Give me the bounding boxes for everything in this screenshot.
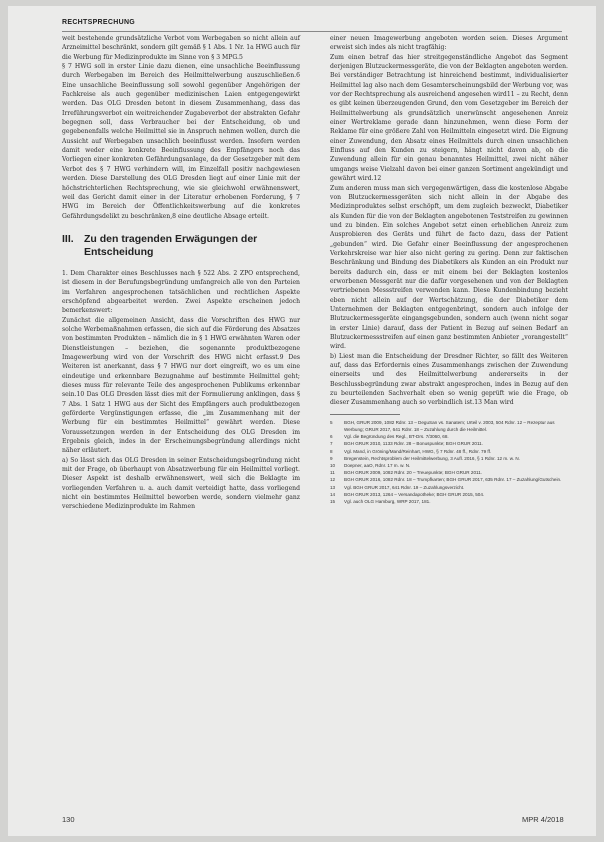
- footnote-text: BGH, GRUR 2009, 1082 Rdnr. 13 – DeguSan vs. Sanatem; Urteil v. 2003, 504 Rdnr. 12 – Rezeptur aus Werbung; GRUR 2017, 641 Rdnr. 18 – Zuzahlung durch die Heilmittel.: [344, 419, 555, 432]
- journal-issue: MPR 4/2018: [522, 815, 564, 824]
- footnote-text: BGH GRUR 2016, 1082 Rdnr. 18 – Trumpfkarten; BGH GRUR 2017, 635 Rdnr. 17 – Zuzahlung/Gutschein.: [344, 477, 562, 483]
- paragraph: a) So lässt sich das OLG Dresden in seiner Entscheidungsbegründung nicht mit der Frage, ob überhaupt von Absatzwerbung für ein Heilmittel vorliegt. Dieser Aspekt ist deshalb erwähnenswert, weil sich die Beklagte im vorliegenden Verfahren u. a. auch damit verteidigt hatte, dass vorliegend nicht ein bestimmtes Heilmittel beworben werde, sondern vielmehr ganz verschiedene Medizinprodukte im Rahmen: [62, 456, 300, 511]
- footnote-number: 8: [330, 448, 333, 454]
- footnote: [330, 498, 568, 505]
- page-number: 130: [62, 815, 75, 824]
- footnote-number: 13: [330, 484, 336, 490]
- right-column: [330, 34, 568, 505]
- footnote: [330, 491, 568, 498]
- footnote-number: 6: [330, 434, 333, 440]
- footnote-number: 9: [330, 455, 333, 461]
- footnote: [330, 462, 568, 469]
- footnote-text: BGH GRUR 2010, 1133 Rdnr. 28 – Bonuspunkte; BGH GRUR 2011.: [344, 441, 483, 447]
- footnote-text: Vgl. die Begründung des Regl., BT-Drs. 7/3060, 68.: [344, 434, 449, 440]
- footnotes-list: [330, 419, 568, 505]
- footnote: [330, 440, 568, 447]
- paragraph: Zum einen betraf das hier streitgegenständliche Angebot das Segment derjenigen Blutzuckermessgeräte, die von der Beklagten angeboten werden. Bei verständiger Betrachtung ist hinreichend bestimmt, individualisierter Heilmittel lag also nach dem Gesamterscheinungsbild der Werbung vor, was vor der Rechtsprechung als ausreichend angesehen wird11 – zu Recht, denn es gibt keinen überzeugenden Grund, den vom Gesetzgeber im Bereich der Heilmittelwerbung als grundsätzlich unerwünscht angesehenen Anreiz einer Wertreklame gerade dann hinzunehmen, wenn diese Form der Reklame für eine größere Zahl von Heilmitteln eingesetzt wird. Die Eignung einer Zuwendung, den Absatz eines Heilmittels durch einen unsachlichen Einfluss auf den Kunden zu steigern, hängt nicht davon ab, ob die Zuwendung allein für ein genau benanntes Heilmittel, zwei nicht näher umgangs weise Vielzahl davon bei einer ganzen Sortiment angekündigt und gewährt wird.12: [330, 53, 568, 183]
- footnote-text: Vgl. auch OLG Hamburg, WRP 2017, 181.: [344, 498, 431, 504]
- footnote-number: 10: [330, 462, 336, 468]
- paragraph: einer neuen Imagewerbung angeboten worden seien. Dieses Argument erweist sich indes als nicht tragfähig:: [330, 35, 568, 52]
- footnote: [330, 448, 568, 455]
- footnote: [330, 455, 568, 462]
- footnote-number: 15: [330, 498, 336, 504]
- footnote: [330, 469, 568, 476]
- paragraph: Zum anderen muss man sich vergegenwärtigen, dass die kostenlose Abgabe von Blutzuckermessgeräten sich nicht allein in der Abgabe des Medizinproduktes selbst erschöpft, um dem zugleich bezweckt, Diabetiker als Kunden für die von der Beklagten angebotenen Teststreifen zu gewinnen und zu binden. Ein solches Angebot setzt einen erheblichen Anreiz zum Ausprobieren des Geräts und führt de facto dazu, dass der Patient „gebunden“ wird. Die Gefahr einer Beeinflussung der angesprochenen Verkehrskreise war hier also nicht gering zu gering. Denn zur faktischen Beschränkung und Bindung des Diabetikers als Kunden an ein Produkt nur bereits dadurch ein, dass er mit einem bei der Beklagten kostenlos erworbenen Messgerät nur die dafür vorgesehenen und von der Beklagten vertriebenen Messstreifen verwenden kann. Diese Kundenbindung bezieht eben nicht allein auf der Wertschätzung, die der Diabetiker dem Unternehmen der Beklagten entgegenbringt, sondern auch infolge der Blutzuckermessgeräte eingangsgebunden, sondern auch (wenn nicht sogar in erster Linie) darauf, dass der Patient in Bezug auf seinen Bedarf an Blutzuckermessstreifen auf einen ganz bestimmten Anbieter „vorangestellt“ wird.: [330, 184, 568, 351]
- footnote-text: BGH GRUR 2013, 1264 – Versandapotheke; BGH GRUR 2015, 504.: [344, 491, 485, 497]
- journal-page: [8, 6, 596, 836]
- footnote-number: 7: [330, 441, 333, 447]
- section-heading: [62, 233, 300, 259]
- footnote-rule: [330, 414, 400, 415]
- section-label: RECHTSPRECHUNG: [62, 19, 136, 26]
- footnote-text: Bregenstein, Rechtsproblem der Heilmittelwerbung, 3 Aufl. 2016, § 1 Rdnr. 12 m. w. N.: [344, 455, 520, 461]
- paragraph: Zunächst die allgemeinen Ansicht, dass die Vorschriften des HWG nur solche Werbemaßnahmen erfassen, die sich auf die Förderung des Absatzes von bestimmten Produkten – nämlich die in § 1 HWG erwähnten Waren oder Dienstleistungen – beziehen, die sogenannte produktbezogene Imagewerbung wird von der Vorschrift des HWG nicht erfasst.9 Des Weiteren ist anerkannt, dass § 7 HWG nur dort eingreift, wo es um eine eindeutige und erkennbare Bezugnahme auf bestimmte Heilmittel geht; dieses muss für relevante Teile des angesprochenen Publikums erkennbar sein.10 Das OLG Dresden lässt dies mit der Formulierung anklingen, dass § 7 Abs. 1 Satz 1 HWG aus der Sicht des Empfängers auch produktbezogen geförderte Vergünstigungen erfasse, die „im Zusammenhang mit der Werbung für ein bestimmtes Heilmittel“ gewährt werden. Diese Voraussetzungen werden in der Entscheidung des OLG Dresden im Ergebnis gleich, indes in der Erscheinungsbegründung allerdings nicht näher erläutert.: [62, 316, 300, 455]
- footnote-text: BGH GRUR 2009, 1082 Rdnr. 20 – Treuepunkte; BGH GRUR 2011.: [344, 470, 483, 476]
- section-heading-text: Zu den tragenden Erwägungen der Entscheidung: [84, 232, 258, 258]
- footnote-number: 14: [330, 491, 336, 497]
- paragraph: weit bestehende grundsätzliche Verbot vom Werbegaben so nicht allein auf Arzneimittel beschränkt, sondern gilt gemäß § 1 Abs. 1 Nr. 1a HWG auch für die Werbung für Medizinprodukte im Sinne von § 3 MPG.5: [62, 35, 300, 61]
- paragraph: 1. Dem Charakter eines Beschlusses nach § 522 Abs. 2 ZPO entsprechend, ist diesem in der Berufungsbegründung umfangreich alle von den Parteien im Verfahren angesprochenen tatsächlichen und rechtlichen Aspekte erschöpfend abgearbeitet werden. Zwei Aspekte erscheinen jedoch bemerkenswert:: [62, 269, 300, 315]
- footnote-number: 12: [330, 477, 336, 483]
- footnote-number: 11: [330, 470, 335, 476]
- footnote: [330, 433, 568, 440]
- section-heading-number: III.: [62, 232, 74, 245]
- left-column: [62, 34, 300, 512]
- footnote-text: Vgl. Mand, in Gröning/Mand/Reinhart, HWG, § 7 Rdnr. 48 ff., Rdnr. 79 ff.: [344, 448, 492, 454]
- footnote: [330, 476, 568, 483]
- footnote-text: Doepner, aaO, Rdnr. 17 m. w. N.: [344, 462, 411, 468]
- footnote: [330, 419, 568, 433]
- paragraph: b) Liest man die Entscheidung der Dresdner Richter, so fällt des Weiteren auf, dass das Erfordernis eines Zusammenhangs zwischen der Zuwendung einerseits und des Heilmittelwerbung andererseits in der Beschlussbegründung zwar abstrakt angesprochen, indes in Bezug auf den zu beurteilenden Sachverhalt eben so wenig geprüft wie die Frage, ob dieser Zusammenhang auch so verbindlich ist.13 Man wird: [330, 352, 568, 407]
- footnote-number: 5: [330, 419, 333, 425]
- paragraph: § 7 HWG soll in erster Linie dazu dienen, eine unsachliche Beeinflussung durch Werbegaben im Bereich des Heilmittelwerbung auszuschließen.6 Eine unsachliche Beeinflussung soll sowohl gegenüber Angehörigen der Fachkreise als auch gegenüber medizinischen Laien entgegengewirkt werden. Das OLG Dresden betont in diesem Zusammenhang, dass das Irreführungsverbot ein weitreichender Zugabeverbot der abstrakten Gefahr begegnen soll, dass Verbraucher bei der Entscheidung, ob und gegebenenfalls welche Heilmittel sie in Anspruch nehmen wollen, durch die Aussicht auf Werbegaben unsachlich beeinflusst werden. Insofern werden damit weder eine konkrete Beeinflussung des Empfängers noch das Vorliegen einer konkreten Gefährdungsanlage, da der Gesetzgeber mit dem Verbot des § 7 HWG verhindern will, im Einzelfall positiv nachgewiesen werden. Diese Darstellung des OLG Dresden liegt auf einer Linie mit der höchstrichterlichen Rechtsprechung, wie sie gleichwohl erwähnenswert, weil das Gericht damit einer in der Literatur erhobenen Forderung, § 7 HWG im Bereich der Öffentlichkeitswerbung auf die konkretes Gefährdungsdelikt zu beschränken,8 eine deutliche Absage erteilt.: [62, 63, 300, 220]
- footnote: [330, 484, 568, 491]
- footnote-text: Vgl. BGH GRUR 2017, 641 Rdnr. 19 – Zuzahlungsverzicht.: [344, 484, 465, 490]
- header-rule: [62, 31, 562, 32]
